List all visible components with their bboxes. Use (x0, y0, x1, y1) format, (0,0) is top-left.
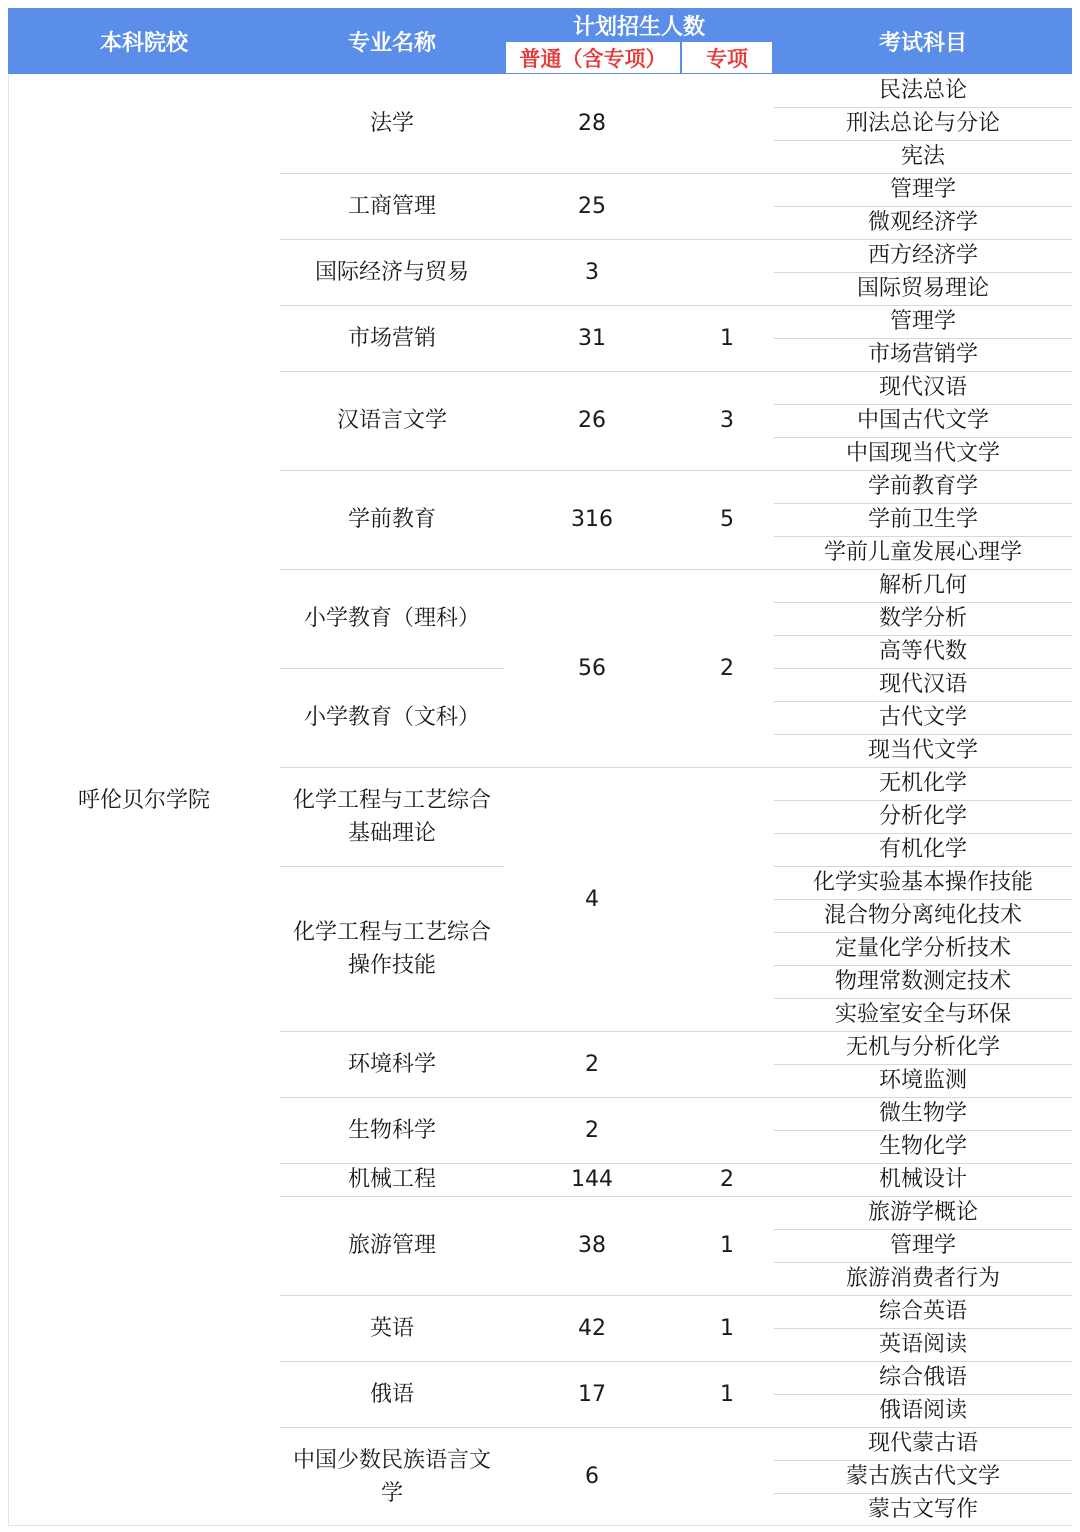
subject-cell (774, 668, 1072, 701)
count-divider (504, 173, 774, 174)
subject-divider (774, 767, 1072, 768)
major-divider (280, 1196, 504, 1197)
subject-cell (774, 140, 1072, 173)
subject-cell-text: 现代汉语 (878, 375, 967, 400)
subject-cell-text: 机械设计 (878, 1167, 967, 1192)
header-special (682, 42, 772, 73)
subject-cell-text: 现当代文学 (867, 738, 978, 763)
school-name (8, 74, 280, 1526)
subject-cell (774, 1460, 1072, 1493)
general-count (504, 74, 680, 173)
subject-divider (774, 1361, 1072, 1362)
major-name (280, 1031, 504, 1097)
special-count (680, 173, 774, 239)
special-count-text: 1 (720, 1233, 734, 1258)
subject-divider (774, 800, 1072, 801)
subject-divider (774, 404, 1072, 405)
major-name (280, 1295, 504, 1361)
subject-cell-text: 管理学 (889, 309, 956, 334)
header-school-label: 本科院校 (99, 30, 188, 56)
major-name (280, 239, 504, 305)
general-count (504, 305, 680, 371)
general-count (504, 1031, 680, 1097)
general-count-text: 316 (571, 507, 613, 532)
count-divider (504, 1097, 774, 1098)
major-name (280, 1163, 504, 1196)
subject-cell-text: 数学分析 (878, 606, 967, 631)
general-count-text: 3 (585, 259, 599, 285)
count-divider (504, 767, 774, 768)
subject-divider (774, 1394, 1072, 1395)
general-count (504, 371, 680, 470)
special-count (680, 74, 774, 173)
subject-cell-text: 混合物分离纯化技术 (823, 903, 1022, 928)
major-name (280, 371, 504, 470)
subject-cell (774, 965, 1072, 998)
special-count (680, 1196, 774, 1295)
count-divider (504, 1295, 774, 1296)
major-name-text: 法学 (369, 111, 414, 136)
subject-cell (774, 272, 1072, 305)
subject-divider (774, 1493, 1072, 1494)
header-school (8, 8, 280, 74)
general-count (504, 1163, 680, 1196)
major-name-text: 汉语言文学 (336, 408, 447, 433)
subject-cell (774, 173, 1072, 206)
subject-cell (774, 1130, 1072, 1163)
subject-cell (774, 1493, 1072, 1526)
special-count (680, 1097, 774, 1163)
header-subjects-label: 考试科目 (878, 30, 967, 56)
subject-cell-text: 古代文学 (878, 705, 967, 730)
subject-cell (774, 1097, 1072, 1130)
major-name-text: 化学工程与工艺综合基础理论 (292, 787, 491, 846)
special-count (680, 1295, 774, 1361)
subject-cell (774, 1031, 1072, 1064)
subject-cell-text: 民法总论 (878, 78, 967, 103)
header-subjects (774, 8, 1072, 74)
general-count-text: 25 (578, 193, 606, 219)
general-count (504, 173, 680, 239)
subject-cell (774, 74, 1072, 107)
subject-cell (774, 1394, 1072, 1427)
subject-cell-text: 管理学 (889, 1233, 956, 1258)
subject-cell (774, 899, 1072, 932)
subject-cell (774, 1328, 1072, 1361)
header-major-label: 专业名称 (347, 30, 436, 56)
subject-divider (774, 1064, 1072, 1065)
major-name-text: 环境科学 (347, 1051, 436, 1077)
general-count-text: 26 (578, 408, 606, 433)
subject-cell-text: 物理常数测定技术 (834, 969, 1011, 994)
subject-cell-text: 宪法 (900, 144, 945, 169)
subject-cell (774, 1196, 1072, 1229)
general-count (504, 470, 680, 569)
special-count (680, 1361, 774, 1427)
subject-cell-text: 生物化学 (878, 1134, 967, 1159)
subject-divider (774, 107, 1072, 108)
major-name-text: 市场营销 (347, 325, 436, 351)
subject-cell-text: 解析几何 (878, 573, 967, 598)
major-name (280, 569, 504, 668)
major-name-text: 俄语 (369, 1381, 414, 1407)
special-count (680, 767, 774, 1031)
subject-cell (774, 503, 1072, 536)
subject-cell (774, 932, 1072, 965)
subject-cell (774, 767, 1072, 800)
count-divider (504, 305, 774, 306)
subject-cell (774, 701, 1072, 734)
subject-cell (774, 536, 1072, 569)
major-divider (280, 239, 504, 240)
subject-cell-text: 国际贸易理论 (856, 276, 989, 301)
subject-divider (774, 965, 1072, 966)
major-divider (280, 767, 504, 768)
subject-cell (774, 866, 1072, 899)
subject-cell-text: 学前教育学 (867, 474, 978, 499)
subject-cell-text: 现代蒙古语 (867, 1431, 978, 1456)
count-divider (504, 569, 774, 570)
general-count-text: 4 (585, 886, 599, 912)
major-name-text: 旅游管理 (347, 1233, 436, 1258)
subject-cell (774, 833, 1072, 866)
subject-cell-text: 实验室安全与环保 (834, 1002, 1011, 1027)
special-count-text: 1 (720, 325, 734, 351)
special-count-text: 5 (720, 507, 734, 532)
subject-cell (774, 437, 1072, 470)
subject-cell-text: 俄语阅读 (878, 1398, 967, 1423)
count-divider (504, 1031, 774, 1032)
subject-cell (774, 239, 1072, 272)
major-divider (280, 1361, 504, 1362)
subject-cell-text: 蒙古族古代文学 (845, 1464, 1000, 1489)
special-count-text: 1 (720, 1381, 734, 1407)
special-count (680, 1427, 774, 1526)
subject-cell-text: 市场营销学 (867, 342, 978, 367)
subject-cell-text: 综合俄语 (878, 1365, 967, 1390)
subject-cell (774, 602, 1072, 635)
subject-cell (774, 206, 1072, 239)
major-name (280, 1097, 504, 1163)
subject-cell-text: 蒙古文写作 (867, 1497, 978, 1522)
major-divider (280, 1097, 504, 1098)
major-name-text: 机械工程 (347, 1167, 436, 1192)
subject-cell (774, 1163, 1072, 1196)
subject-cell-text: 综合英语 (878, 1299, 967, 1324)
count-divider (504, 239, 774, 240)
major-name-text: 学前教育 (347, 507, 436, 532)
subject-cell (774, 305, 1072, 338)
subject-cell (774, 107, 1072, 140)
major-name (280, 1361, 504, 1427)
subject-cell-text: 中国古代文学 (856, 408, 989, 433)
subject-divider (774, 437, 1072, 438)
header-plan-label: 计划招生人数 (572, 15, 705, 40)
general-count-text: 42 (578, 1315, 606, 1341)
count-divider (504, 1196, 774, 1197)
special-count-text: 2 (720, 655, 734, 681)
subject-divider (774, 1130, 1072, 1131)
general-count-text: 2 (585, 1051, 599, 1077)
major-divider (280, 866, 504, 867)
general-count-text: 144 (571, 1167, 613, 1192)
subject-divider (774, 932, 1072, 933)
subject-cell (774, 1064, 1072, 1097)
subject-divider (774, 734, 1072, 735)
subject-cell (774, 1295, 1072, 1328)
subject-cell-text: 学前儿童发展心理学 (823, 540, 1022, 565)
subject-divider (774, 1295, 1072, 1296)
subject-divider (774, 206, 1072, 207)
header-general-label: 普通（含专项） (519, 46, 667, 71)
major-divider (280, 1031, 504, 1032)
special-count-text: 2 (720, 1167, 734, 1192)
special-count (680, 1163, 774, 1196)
general-count (504, 1097, 680, 1163)
subject-cell-text: 无机化学 (878, 771, 967, 796)
general-count (504, 767, 680, 1031)
subject-cell-text: 英语阅读 (878, 1332, 967, 1357)
subject-divider (774, 272, 1072, 273)
subject-cell-text: 西方经济学 (867, 243, 978, 268)
major-name (280, 74, 504, 173)
count-divider (504, 470, 774, 471)
special-count (680, 470, 774, 569)
subject-cell (774, 404, 1072, 437)
major-name-text: 工商管理 (347, 193, 436, 219)
subject-cell-text: 现代汉语 (878, 672, 967, 697)
major-divider (280, 1427, 504, 1428)
subject-cell-text: 定量化学分析技术 (834, 936, 1011, 961)
subject-cell-text: 刑法总论与分论 (845, 111, 1000, 136)
major-name (280, 470, 504, 569)
special-count (680, 1031, 774, 1097)
subject-divider (774, 1229, 1072, 1230)
major-name-text: 小学教育（文科） (303, 705, 480, 730)
major-name (280, 305, 504, 371)
special-count (680, 305, 774, 371)
special-count (680, 371, 774, 470)
subject-cell-text: 无机与分析化学 (845, 1035, 1000, 1060)
major-name-text: 英语 (369, 1315, 414, 1341)
general-count (504, 1295, 680, 1361)
header-special-label: 专项 (706, 46, 748, 71)
major-divider (280, 1163, 504, 1164)
major-name-text: 中国少数民族语言文学 (292, 1447, 491, 1506)
subject-cell-text: 微生物学 (878, 1101, 967, 1126)
subject-cell (774, 635, 1072, 668)
special-count (680, 569, 774, 767)
subject-divider (774, 998, 1072, 999)
general-count-text: 17 (578, 1381, 606, 1407)
subject-cell (774, 371, 1072, 404)
subject-cell (774, 470, 1072, 503)
major-divider (280, 569, 504, 570)
subject-cell-text: 微观经济学 (867, 210, 978, 235)
general-count (504, 1427, 680, 1526)
major-name (280, 668, 504, 767)
major-name (280, 173, 504, 239)
subject-divider (774, 635, 1072, 636)
subject-divider (774, 668, 1072, 669)
subject-divider (774, 602, 1072, 603)
subject-divider (774, 569, 1072, 570)
subject-divider (774, 1427, 1072, 1428)
general-count-text: 28 (578, 111, 606, 136)
major-name (280, 1196, 504, 1295)
major-name-text: 化学工程与工艺综合操作技能 (292, 919, 491, 978)
subject-cell-text: 环境监测 (878, 1068, 967, 1093)
subject-cell-text: 化学实验基本操作技能 (812, 870, 1033, 895)
subject-cell-text: 中国现当代文学 (845, 441, 1000, 466)
major-name (280, 767, 504, 866)
general-count-text: 38 (578, 1233, 606, 1258)
general-count (504, 1196, 680, 1295)
subject-divider (774, 1460, 1072, 1461)
major-divider (280, 305, 504, 306)
subject-cell (774, 734, 1072, 767)
count-divider (504, 1163, 774, 1164)
special-count (680, 239, 774, 305)
subject-cell-text: 管理学 (889, 177, 956, 202)
subject-divider (774, 701, 1072, 702)
subject-cell (774, 1229, 1072, 1262)
subject-divider (774, 338, 1072, 339)
major-name-text: 生物科学 (347, 1117, 436, 1143)
subject-divider (774, 1262, 1072, 1263)
major-divider (280, 371, 504, 372)
major-divider (280, 173, 504, 174)
general-count-text: 2 (585, 1117, 599, 1143)
subject-cell (774, 1262, 1072, 1295)
major-divider (280, 668, 504, 669)
count-divider (504, 371, 774, 372)
major-name (280, 866, 504, 1031)
subject-cell (774, 1361, 1072, 1394)
general-count-text: 6 (585, 1464, 599, 1489)
subject-cell (774, 338, 1072, 371)
header-major (280, 8, 504, 74)
subject-divider (774, 371, 1072, 372)
subject-divider (774, 1328, 1072, 1329)
header-general (506, 42, 680, 73)
subject-cell-text: 有机化学 (878, 837, 967, 862)
subject-divider (774, 833, 1072, 834)
general-count-text: 31 (578, 325, 606, 351)
major-name-text: 国际经济与贸易 (314, 259, 469, 285)
subject-cell (774, 1427, 1072, 1460)
subject-cell (774, 800, 1072, 833)
major-divider (280, 470, 504, 471)
subject-cell-text: 旅游学概论 (867, 1200, 978, 1225)
subject-divider (774, 305, 1072, 306)
subject-divider (774, 866, 1072, 867)
subject-divider (774, 1196, 1072, 1197)
subject-divider (774, 503, 1072, 504)
general-count-text: 56 (578, 655, 606, 681)
subject-divider (774, 1031, 1072, 1032)
subject-cell (774, 569, 1072, 602)
special-count-text: 1 (720, 1315, 734, 1341)
major-name-text: 小学教育（理科） (303, 606, 480, 631)
subject-cell-text: 学前卫生学 (867, 507, 978, 532)
subject-divider (774, 173, 1072, 174)
school-name-text: 呼伦贝尔学院 (77, 787, 210, 813)
subject-divider (774, 470, 1072, 471)
major-divider (280, 1295, 504, 1296)
subject-divider (774, 1163, 1072, 1164)
subject-divider (774, 899, 1072, 900)
subject-divider (774, 536, 1072, 537)
subject-divider (774, 239, 1072, 240)
count-divider (504, 1427, 774, 1428)
count-divider (504, 1361, 774, 1362)
general-count (504, 239, 680, 305)
subject-divider (774, 1097, 1072, 1098)
subject-cell-text: 分析化学 (878, 804, 967, 829)
major-name (280, 1427, 504, 1526)
subject-cell-text: 旅游消费者行为 (845, 1266, 1000, 1291)
subject-cell-text: 高等代数 (878, 639, 967, 664)
special-count-text: 3 (720, 408, 734, 433)
general-count (504, 1361, 680, 1427)
subject-cell (774, 998, 1072, 1031)
subject-divider (774, 140, 1072, 141)
general-count (504, 569, 680, 767)
